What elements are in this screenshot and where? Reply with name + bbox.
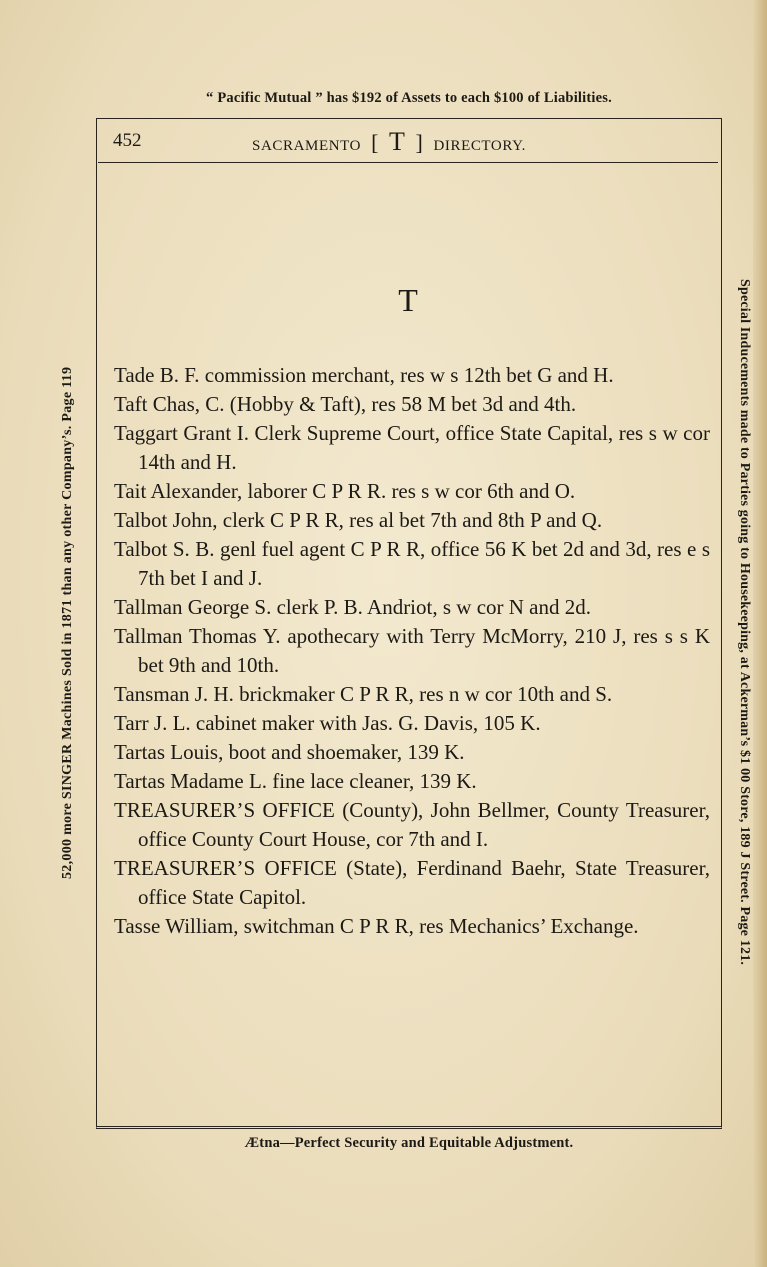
left-margin-advertisement: 52,000 more SINGER Machines Sold in 1871 than any other Company’s. Page 119 [60,366,75,879]
page-number: 452 [113,130,142,151]
directory-entry: Tasse William, switchman C P R R, res Mechanics’ Exchange. [114,914,639,938]
section-letter-heading: T [398,282,418,318]
header-letter: T [389,127,406,156]
directory-entry: Talbot John, clerk C P R R, res al bet 7th and 8th P and Q. [114,508,603,532]
directory-entry: TREASURER’S OFFICE (State), Ferdinand Baehr, State Treasurer, office State Capitol. [114,856,710,909]
directory-entry: Tarr J. L. cabinet maker with Jas. G. Davis, 105 K. [114,711,541,735]
directory-entry: Taft Chas, C. (Hobby & Taft), res 58 M bet 3d and 4th. [114,392,577,416]
directory-entry: Tade B. F. commission merchant, res w s 12th bet G and H. [114,363,614,387]
top-advertisement: “ Pacific Mutual ” has $192 of Assets to each $100 of Liabilities. [206,90,612,106]
bracket-close: ] [415,130,424,155]
directory-entry: Tansman J. H. brickmaker C P R R, res n w cor 10th and S. [114,682,613,706]
directory-title [252,127,526,156]
directory-entries [114,361,710,941]
directory-entry: Talbot S. B. genl fuel agent C P R R, office 56 K bet 2d and 3d, res e s 7th bet I and J. [114,537,710,590]
city-name: SACRAMENTO [252,138,362,154]
directory-entry: TREASURER’S OFFICE (County), John Bellmer, County Treasurer, office County Court House, cor 7th and I. [114,798,710,851]
directory-entry: Tallman George S. clerk P. B. Andriot, s w cor N and 2d. [114,595,591,619]
running-head [98,127,718,156]
bottom-advertisement: Ætna—Perfect Security and Equitable Adjustment. [244,1135,574,1151]
directory-word: DIRECTORY. [433,138,526,154]
right-margin-advertisement: Special Inducements made to Parties going to Housekeeping, at Ackerman’s $1 00 Store, 189 J Street. Page 121. [737,279,752,966]
directory-entry: Tartas Madame L. fine lace cleaner, 139 K. [114,769,477,793]
page-edge-shadow [753,0,767,1267]
header-rule [98,162,718,163]
directory-entry: Taggart Grant I. Clerk Supreme Court, office State Capital, res s w cor 14th and H. [114,421,710,474]
directory-entry: Tallman Thomas Y. apothecary with Terry McMorry, 210 J, res s s K bet 9th and 10th. [114,624,710,677]
directory-entry: Tartas Louis, boot and shoemaker, 139 K. [114,740,465,764]
bracket-open: [ [371,130,380,155]
directory-entry: Tait Alexander, laborer C P R R. res s w cor 6th and O. [114,479,576,503]
